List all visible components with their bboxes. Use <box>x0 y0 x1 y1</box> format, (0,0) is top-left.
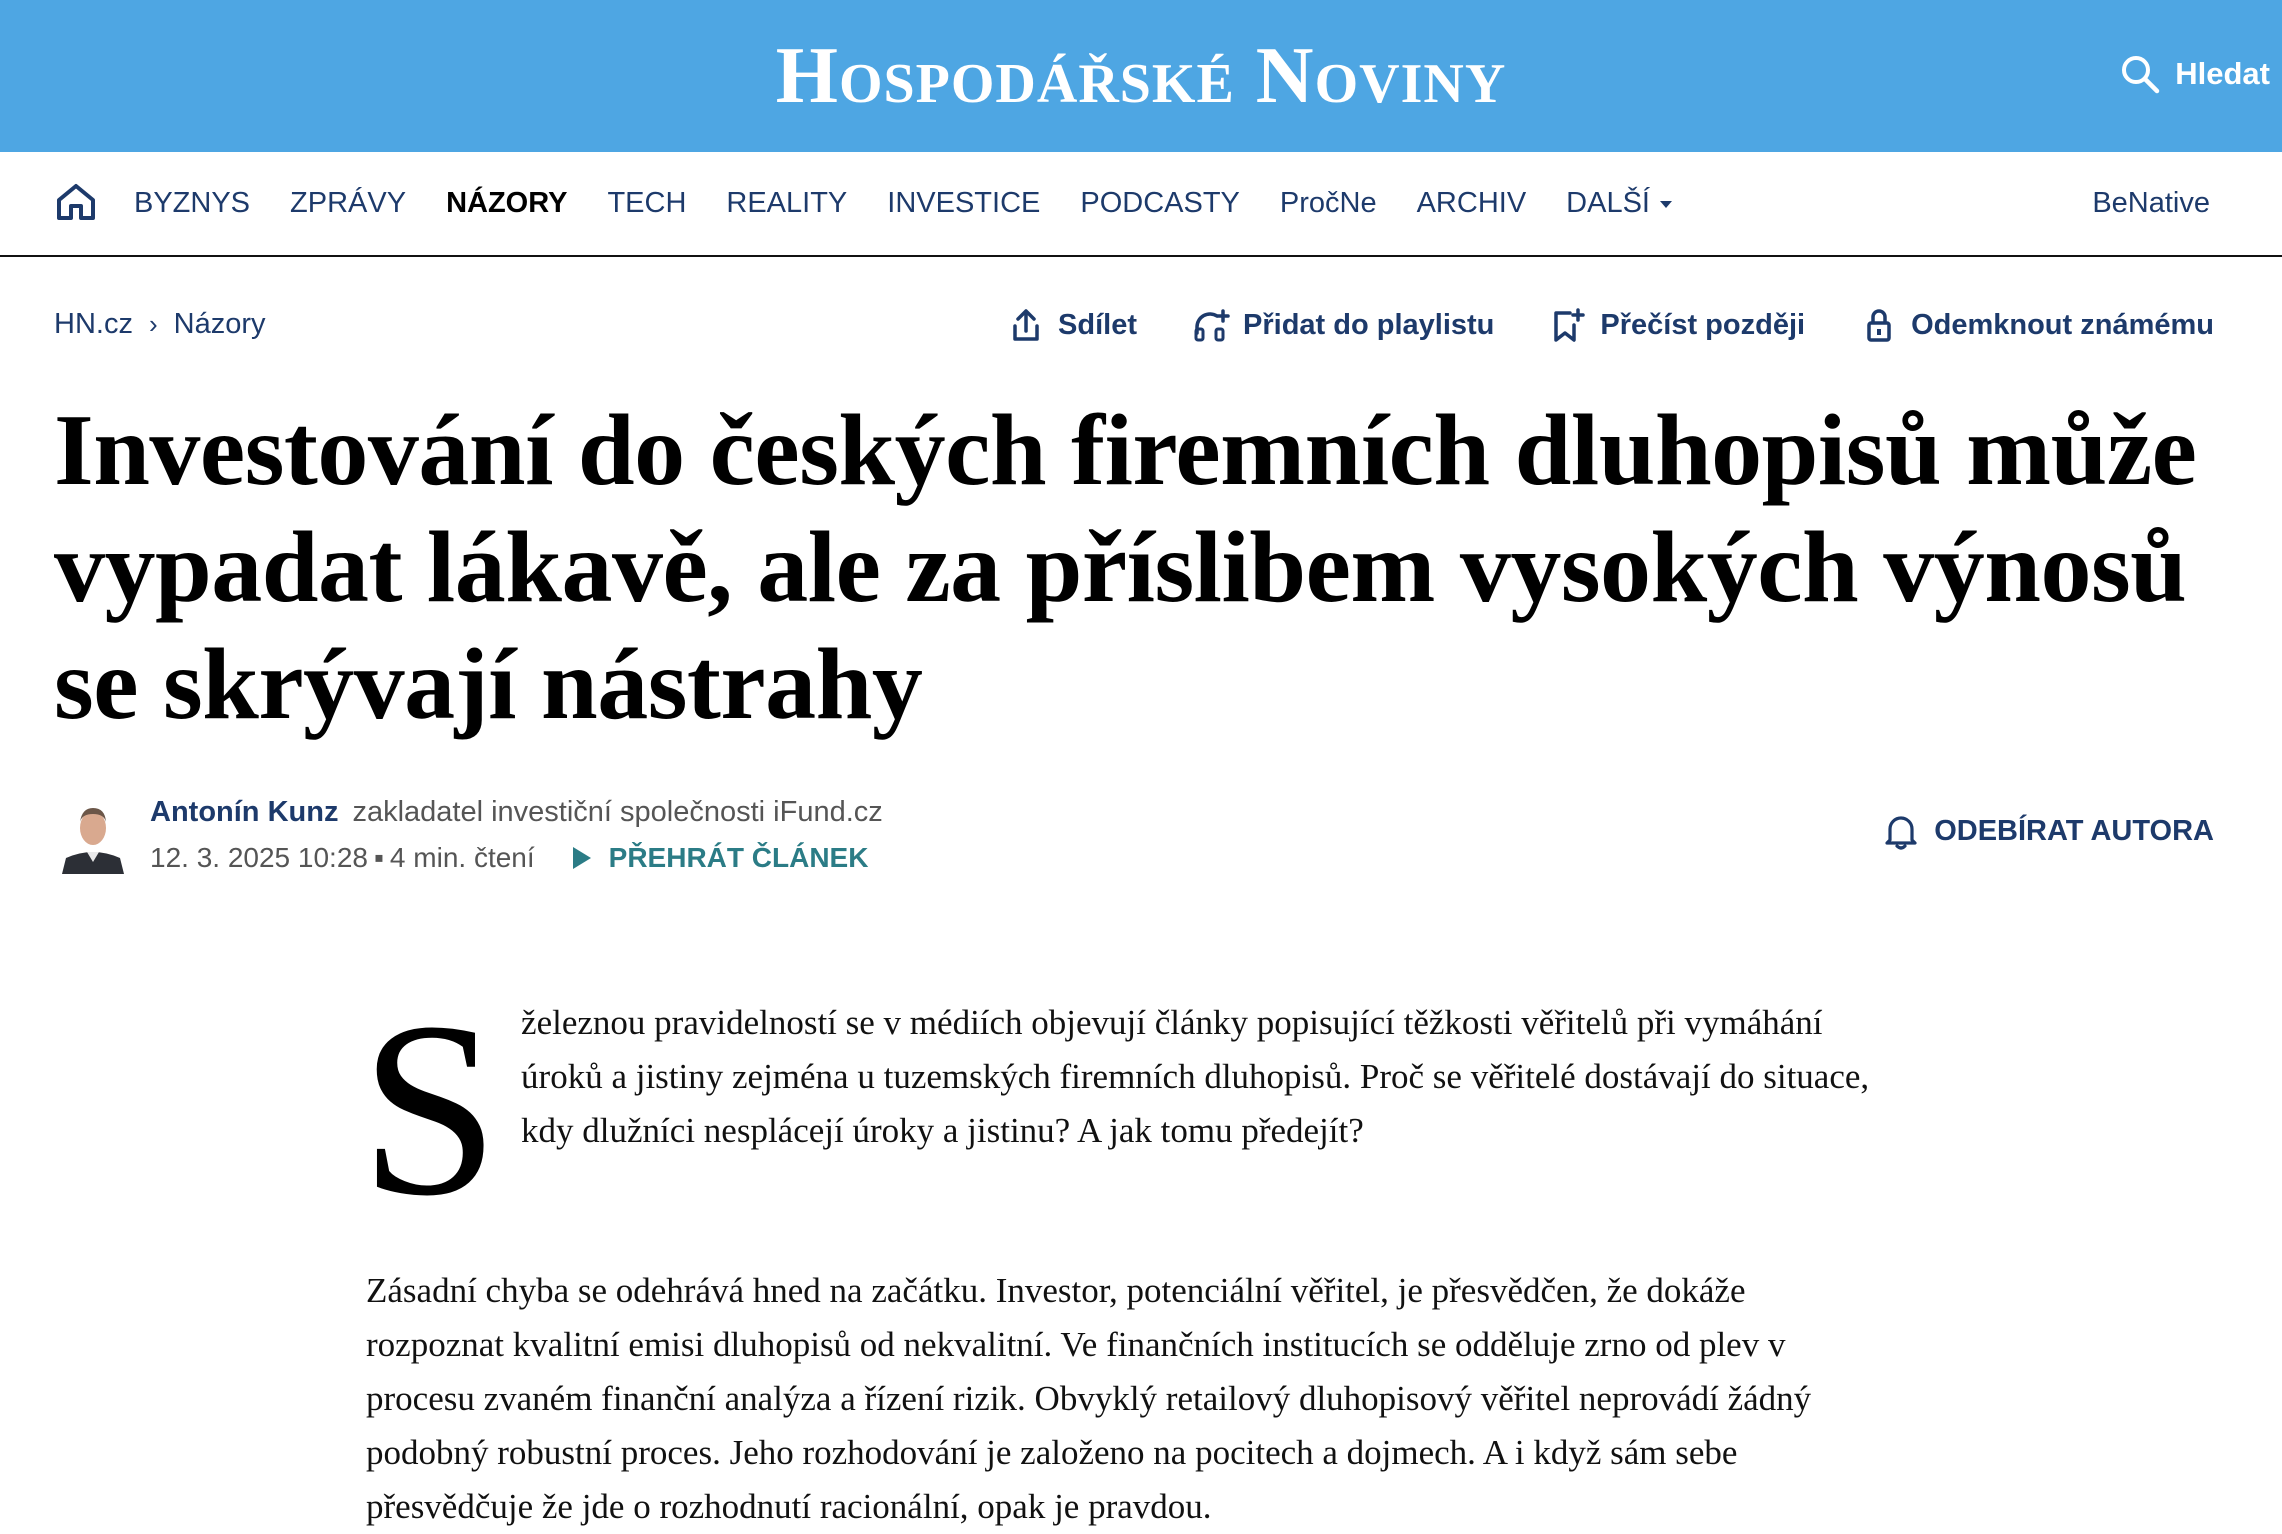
article-paragraph: Zásadní chyba se odehrává hned na začátku. Investor, potenciální věřitel, je přesvědčen, že dokáže rozpoznat kvalitní emisi dluhopisů od nekvalitní. Ve finančních institucích se odděluje zrno od plev v procesu zvaném finanční analýza a řízení rizik. Obvyklý retailový dluhopisový věřitel neprovádí žádný podobný robustní proces. Jeho rozhodování je založeno na pocitech a dojmech. A i když sám sebe přesvědčuje že jde o rozhodnutí racionální, opak je pravdou. <box>366 1271 1812 1526</box>
share-button[interactable] <box>1008 307 1137 343</box>
read-later-label: Přečíst později <box>1600 308 1806 341</box>
author-name[interactable]: Antonín Kunz <box>150 796 339 828</box>
bell-icon <box>1884 812 1918 850</box>
breadcrumb-separator: › <box>148 309 158 339</box>
lock-icon <box>1861 307 1897 343</box>
author-photo <box>60 796 126 874</box>
nav-item-tech[interactable]: TECH <box>607 187 687 219</box>
read-later-button[interactable] <box>1550 307 1805 343</box>
nav-item-dalsi[interactable] <box>1566 187 1672 220</box>
author-line <box>150 796 883 829</box>
article-paragraph-1-text: železnou pravidelností se v médiích objevují články popisující těžkosti věřitelů při vymáhání úroků a jistiny zejména u tuzemských firemních dluhopisů. Proč se věřitelé dostávají do situace, kdy dlužníci nesplácejí úroky a jistinu? A jak tomu předejít? <box>521 1003 1870 1150</box>
article-body <box>360 971 1886 1534</box>
play-article-label: PŘEHRÁT ČLÁNEK <box>608 842 869 873</box>
play-icon <box>571 845 593 871</box>
author-avatar[interactable] <box>60 796 126 874</box>
drop-cap: S <box>360 971 500 1248</box>
unlock-label: Odemknout známému <box>1911 308 2214 341</box>
read-time: 4 min. čtení <box>389 842 535 873</box>
bookmark-plus-icon <box>1550 307 1586 343</box>
nav-item-benative[interactable]: BeNative <box>2092 187 2210 219</box>
nav-item-nazory[interactable]: NÁZORY <box>446 187 568 219</box>
publish-date: 12. 3. 2025 10:28 <box>150 842 368 873</box>
share-label: Sdílet <box>1058 308 1138 341</box>
nav-item-archiv[interactable]: ARCHIV <box>1416 187 1527 219</box>
subscribe-author-label: ODEBÍRAT AUTORA <box>1934 814 2214 847</box>
breadcrumb <box>54 308 265 341</box>
author-role: zakladatel investiční společnosti iFund.cz <box>352 796 883 828</box>
search-button[interactable] <box>2119 46 2270 102</box>
nav-item-podcasty[interactable]: PODCASTY <box>1080 187 1240 219</box>
nav-item-zpravy[interactable]: ZPRÁVY <box>290 187 407 219</box>
article-actions <box>952 302 2214 348</box>
article-paragraph <box>360 971 1886 1248</box>
add-to-playlist-button[interactable] <box>1193 307 1494 343</box>
share-icon <box>1008 307 1044 343</box>
unlock-for-friend-button[interactable] <box>1861 307 2214 343</box>
breadcrumb-section[interactable]: Názory <box>173 308 266 340</box>
breadcrumb-home[interactable]: HN.cz <box>54 308 133 340</box>
caret-down-icon <box>1660 201 1672 208</box>
nav-item-reality[interactable]: REALITY <box>726 187 848 219</box>
subscribe-author-button[interactable] <box>1884 812 2214 850</box>
site-logo[interactable]: Hospodářské Noviny <box>775 32 1507 120</box>
article-meta <box>150 842 868 874</box>
play-article-button[interactable] <box>571 842 869 874</box>
add-to-playlist-label: Přidat do playlistu <box>1243 308 1495 341</box>
meta-separator: ▪ <box>373 842 384 873</box>
nav-item-dalsi-label: DALŠÍ <box>1566 187 1650 219</box>
nav-items <box>134 152 1712 255</box>
nav-item-investice[interactable]: INVESTICE <box>887 187 1041 219</box>
nav-item-byznys[interactable]: BYZNYS <box>134 187 251 219</box>
article-title: Investování do českých firemních dluhopisů může vypadat lákavě, ale za příslibem vysokých výnosů se skrývají nástrahy <box>54 394 2197 741</box>
nav-item-procne[interactable]: PročNe <box>1279 187 1377 219</box>
main-nav <box>0 152 2282 257</box>
home-icon[interactable] <box>54 180 98 224</box>
headphones-plus-icon <box>1193 307 1229 343</box>
search-icon <box>2119 53 2161 95</box>
top-bar <box>0 0 2282 152</box>
search-label: Hledat <box>2175 56 2270 91</box>
